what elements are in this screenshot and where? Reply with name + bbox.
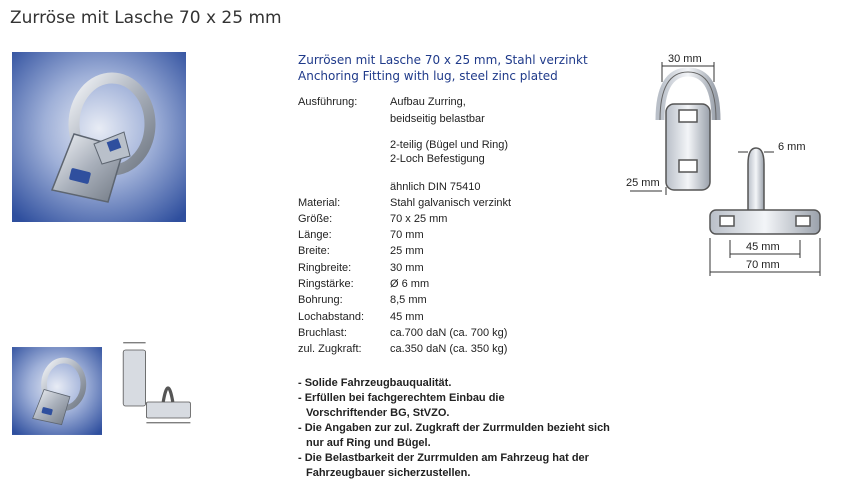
spec-label: Bohrung: xyxy=(298,294,343,306)
spec-value: 45 mm xyxy=(390,311,424,323)
note-item-continuation: nur auf Ring und Bügel. xyxy=(306,437,431,449)
spec-label: Größe: xyxy=(298,213,333,225)
dim-ring-thickness-label: 6 mm xyxy=(778,141,806,153)
technical-drawing[interactable] xyxy=(622,52,842,282)
spec-value: 25 mm xyxy=(390,245,424,257)
spec-value: 70 x 25 mm xyxy=(390,213,448,225)
spec-value: Ø 6 mm xyxy=(390,278,430,290)
thumbnail-photo-image xyxy=(12,347,102,435)
spec-value: ca.700 daN (ca. 700 kg) xyxy=(390,327,508,339)
spec-value-ausfuehrung-3: 2-teilig (Bügel und Ring) xyxy=(390,139,509,151)
dim-width-label: 25 mm xyxy=(626,177,660,189)
spec-label: Länge: xyxy=(298,229,332,241)
spec-value-ausfuehrung-2: beidseitig belastbar xyxy=(390,113,485,125)
product-heading-en: Anchoring Fitting with lug, steel zinc plated xyxy=(298,69,558,83)
dim-ring-width-label: 30 mm xyxy=(668,53,702,65)
notes-list xyxy=(298,376,648,481)
dim-length-label: 70 mm xyxy=(746,259,780,271)
side-view xyxy=(710,148,820,234)
note-item: - Die Belastbarkeit der Zurrmulden am Fahrzeug hat der xyxy=(298,452,589,464)
spec-label: Breite: xyxy=(298,245,330,257)
note-item: - Erfüllen bei fachgerechtem Einbau die xyxy=(298,392,505,404)
spec-value-ausfuehrung-1: Aufbau Zurring, xyxy=(390,96,466,108)
page-title: Zurröse mit Lasche 70 x 25 mm xyxy=(10,8,282,28)
spec-label-ausfuehrung: Ausführung: xyxy=(298,96,358,108)
thumbnail-photo[interactable] xyxy=(12,347,102,435)
spec-value: ca.350 daN (ca. 350 kg) xyxy=(390,343,508,355)
note-item-continuation: Fahrzeugbauer sicherzustellen. xyxy=(306,467,471,479)
spec-label: zul. Zugkraft: xyxy=(298,343,362,355)
spec-label: Lochabstand: xyxy=(298,311,365,323)
spec-value: 70 mm xyxy=(390,229,424,241)
thumbnail-drawing[interactable] xyxy=(108,333,196,435)
product-photo[interactable] xyxy=(12,52,186,222)
product-heading-de: Zurrösen mit Lasche 70 x 25 mm, Stahl verzinkt xyxy=(298,53,588,67)
note-item-continuation: Vorschriftender BG, StVZO. xyxy=(306,407,450,419)
spec-value: 30 mm xyxy=(390,262,424,274)
note-item: - Solide Fahrzeugbauqualität. xyxy=(298,377,452,389)
spec-label: Bruchlast: xyxy=(298,327,347,339)
note-item: - Die Angaben zur zul. Zugkraft der Zurrmulden bezieht sich xyxy=(298,422,610,434)
spec-value-ausfuehrung-5: ähnlich DIN 75410 xyxy=(390,181,481,193)
spec-label: Ringbreite: xyxy=(298,262,352,274)
spec-value: Stahl galvanisch verzinkt xyxy=(390,197,512,209)
thumbnail-drawing-image xyxy=(108,333,196,435)
spec-value-ausfuehrung-4: 2-Loch Befestigung xyxy=(390,153,485,165)
spec-label: Material: xyxy=(298,197,341,209)
dim-hole-spacing-label: 45 mm xyxy=(746,241,780,253)
spec-value: 8,5 mm xyxy=(390,294,427,306)
top-view xyxy=(660,72,716,190)
product-photo-image xyxy=(12,52,186,222)
technical-drawing-image xyxy=(622,52,842,282)
spec-label: Ringstärke: xyxy=(298,278,354,290)
